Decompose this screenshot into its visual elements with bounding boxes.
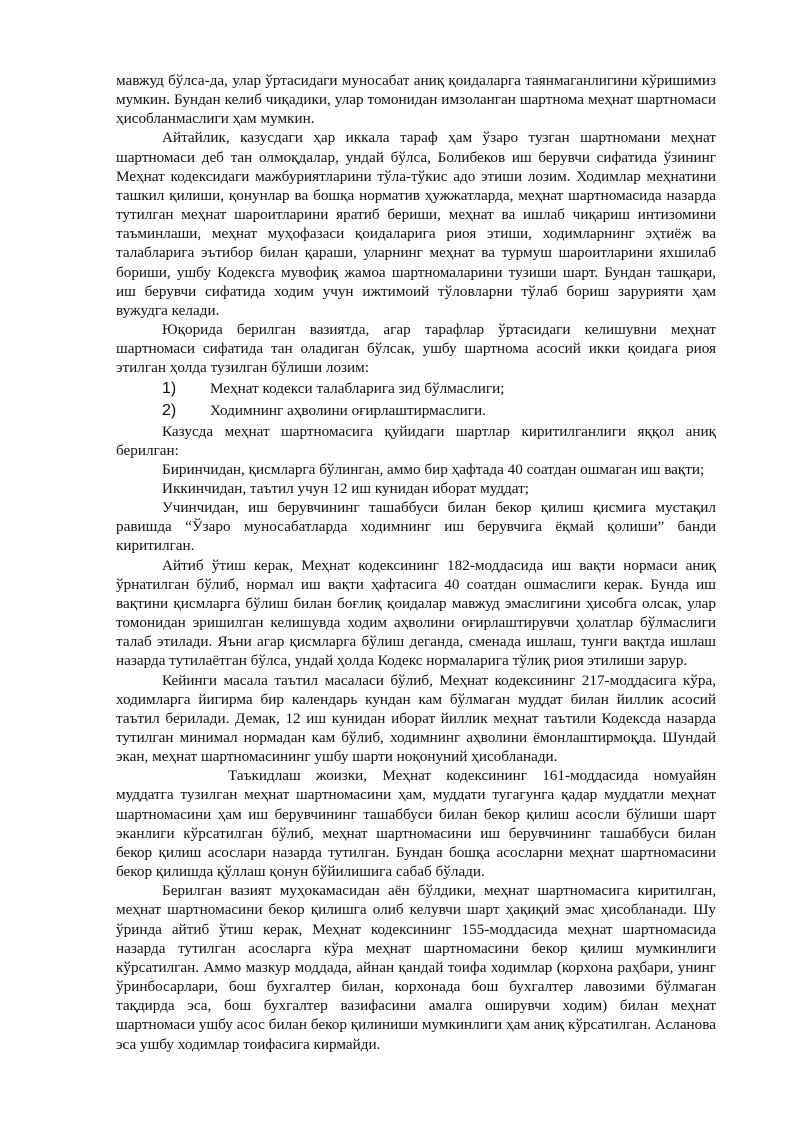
paragraph: Кейинги масала таътил масаласи бўлиб, Меҳнат кодексининг 217-моддасига кўра, ходимларга йигирма бир календарь кундан кам бўлмаган муддат билан йиллик асосий таътил берилади. Демак, 12 иш кунидан иборат йиллик меҳнат таътили Кодексда назарда тутилган минимал нормадан кам бўлиб, ходимнинг аҳволини ёмонлаштирмоқда. Шундай экан, меҳнат шартномасининг ушбу шарти ноқонуний ҳисобланади. bbox=[116, 671, 716, 766]
paragraph: Казусда меҳнат шартномасига қуйидаги шартлар киритилганлиги яққол аниқ берилган: bbox=[116, 422, 716, 459]
paragraph: Учинчидан, иш берувчининг ташаббуси билан бекор қилиш қисмига мустақил равишда “Ўзаро муносабатларда ходимнинг иш берувчига ёқмай қолиши” банди киритилган. bbox=[116, 499, 716, 555]
list-number: 1) bbox=[162, 379, 177, 397]
list-item bbox=[116, 400, 716, 422]
paragraph: Таъкидлаш жоизки, Меҳнат кодексининг 161-моддасида номуайян муддатга тузилган меҳнат шартномасини ҳам, муддати тугагунга қадар муддатли меҳнат шартномасини ҳам иш берувчининг ташаббуси билан бекор қилиш асосли бўлиши шарт эканлиги кўрсатилган бўлиб, меҳнат шартномасини иш берувчининг ташаббуси билан бекор қилиш асослари назарда тутилган. Бундан бошқа асосларни меҳнат шартномасини бекор қилишда қўллаш қонун бўйилишига сабаб бўлади. bbox=[116, 767, 716, 881]
paragraph: Берилган вазият муҳокамасидан аён бўлдики, меҳнат шартномасига киритилган, меҳнат шартномасини бекор қилишга олиб келувчи шарт ҳақиқий эмас ҳисобланади. Шу ўринда айтиб ўтиш керак, Меҳнат кодексининг 155-моддасида меҳнат шартномасида назарда тутилган асосларга кўра меҳнат шартномасини бекор қилиш мумкинлиги кўрсатилган. Аммо мазкур моддада, айнан қандай тоифа ходимлар (корхона раҳбари, унинг ўринбосарлари, бош бухгалтер билан, корхонада бош бухгалтер лавозими бўлмаган тақдирда эса, бош бухгалтер вазифасини амалга оширувчи ходим) билан меҳнат шартномаси ушбу асос билан бекор қилиниши мумкинлиги ҳам аниқ кўрсатилган. Асланова эса ушбу ходимлар тоифасига кирмайди. bbox=[116, 882, 716, 1053]
paragraph: Айтиб ўтиш керак, Меҳнат кодексининг 182-моддасида иш вақти нормаси аниқ ўрнатилган бўлиб, нормал иш вақти ҳафтасига 40 соатдан ошмаслиги керак. Бунда иш вақтини қисмларга бўлиш билан боғлиқ қоидалар мавжуд эмаслигини ҳисобга олсак, улар томонидан эришилган келишувда ходим аҳволини оғирлаштирувчи ҳолатлар бўлмаслиги талаб этилади. Яъни агар қисмларга бўлиш деганда, сменада ишлаш, тунги вақтда ишлаш назарда тутилаётган бўлса, ундай ҳолда Кодекс нормаларига тўлиқ риоя этилиши зарур. bbox=[116, 556, 716, 670]
paragraph: Айтайлик, казусдаги ҳар иккала тараф ҳам ўзаро тузган шартномани меҳнат шартномаси деб тан олмоқдалар, ундай бўлса, Болибеков иш берувчи сифатида ўзининг Меҳнат кодексидаги мажбуриятларини тўла-тўкис адо этиши лозим. Ходимлар меҳнатини ташкил қилиши, қонунлар ва бошқа норматив ҳужжатларда, меҳнат шартномасида назарда тутилган меҳнат шароитларини яратиб бериши, меҳнат ва ишлаб чиқариш интизомини таъминлаши, меҳнат муҳофазаси қоидаларига риоя этиши, ходимларнинг эҳтиёж ва талабларига эътибор билан қараши, уларнинг меҳнат ва турмуш шароитларини яхшилаб бориши, ушбу Кодексга мувофиқ жамоа шартномаларини тузиши шарт. Бундан ташқари, иш берувчи сифатида ходим учун ижтимоий тўловларни тўлаб бориш зарурияти ҳам вужудга келади. bbox=[116, 129, 716, 319]
paragraph: Юқорида берилган вазиятда, агар тарафлар ўртасидаги келишувни меҳнат шартномаси сифатида тан оладиган бўлсак, ушбу шартнома асосий икки қоидага риоя этилган ҳолда тузилган бўлиши лозим: bbox=[116, 321, 716, 377]
list-number: 2) bbox=[162, 401, 177, 419]
list-item bbox=[116, 378, 716, 400]
paragraph: Иккинчидан, таътил учун 12 иш кунидан иборат муддат; bbox=[162, 479, 529, 497]
paragraph: мавжуд бўлса-да, улар ўртасидаги муносабат аниқ қоидаларга таянмаганлигини кўришимиз мумкин. Бундан келиб чиқадики, улар томонидан имзоланган шартнома меҳнат шартномаси ҳисобланмаслиги ҳам мумкин. bbox=[116, 72, 716, 128]
list-text: Меҳнат кодекси талабларига зид бўлмаслиги; bbox=[210, 379, 505, 397]
list-text: Ходимнинг аҳволини оғирлаштирмаслиги. bbox=[210, 401, 486, 419]
paragraph: Биринчидан, қисмларга бўлинган, аммо бир ҳафтада 40 соатдан ошмаган иш вақти; bbox=[162, 460, 705, 478]
